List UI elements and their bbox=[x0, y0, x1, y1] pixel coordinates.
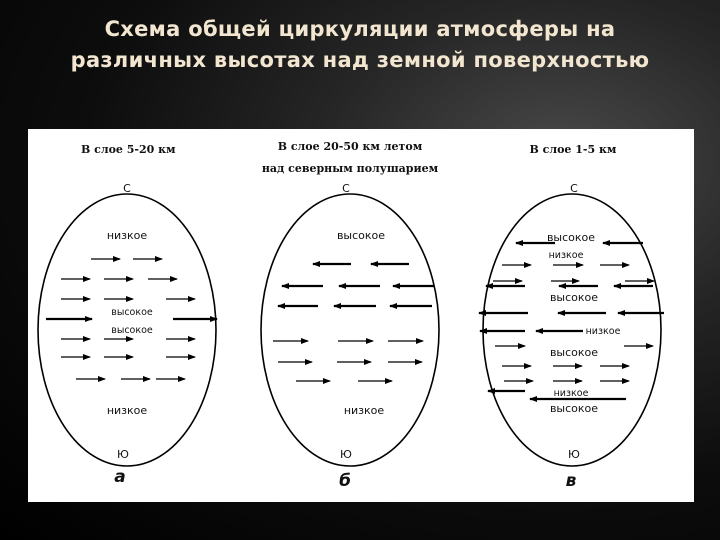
diagram-canvas bbox=[28, 129, 694, 502]
pressure-label-high: высокое bbox=[549, 402, 599, 415]
panel-c-header: В слое 1-5 км bbox=[529, 143, 617, 156]
pressure-label-high: высокое bbox=[111, 307, 153, 318]
north-label: С bbox=[342, 182, 350, 195]
wind-arrows bbox=[278, 264, 434, 306]
pressure-label-low: низкое bbox=[553, 388, 589, 399]
wind-arrows bbox=[273, 341, 423, 381]
north-label: С bbox=[570, 182, 578, 195]
slide-title bbox=[0, 14, 720, 76]
wind-arrows bbox=[479, 243, 664, 399]
circulation-diagram bbox=[28, 129, 694, 502]
panel-a bbox=[38, 143, 217, 487]
panel-c-letter: в bbox=[565, 471, 577, 491]
pressure-label-low: низкое bbox=[585, 326, 621, 337]
panel-a-letter: а bbox=[114, 467, 126, 487]
pressure-label-low: низкое bbox=[548, 250, 584, 261]
pressure-label-high: высокое bbox=[111, 325, 153, 336]
pressure-label-high: высокое bbox=[549, 291, 599, 304]
north-label: С bbox=[123, 182, 131, 195]
south-label: Ю bbox=[340, 448, 352, 461]
pressure-label-high: высокое bbox=[549, 346, 599, 359]
wind-arrows bbox=[46, 259, 217, 379]
pressure-label-low: низкое bbox=[343, 404, 385, 417]
panel-b-header-line-1: В слое 20-50 км летом bbox=[277, 140, 423, 153]
panel-b bbox=[261, 140, 439, 491]
south-label: Ю bbox=[568, 448, 580, 461]
panel-b-letter: б bbox=[339, 471, 351, 491]
panel-c bbox=[479, 143, 664, 491]
panel-a-header: В слое 5-20 км bbox=[81, 143, 176, 156]
wind-arrows bbox=[493, 265, 654, 381]
pressure-label-low: низкое bbox=[106, 229, 148, 242]
south-label: Ю bbox=[117, 448, 129, 461]
slide-title-line-1: Схема общей циркуляции атмосферы на bbox=[104, 17, 616, 41]
slide-title-line-2: различных высотах над земной поверхностью bbox=[70, 48, 650, 72]
panel-b-header-line-2: над северным полушарием bbox=[261, 162, 439, 175]
pressure-label-high: высокое bbox=[336, 229, 386, 242]
pressure-label-high: высокое bbox=[546, 231, 596, 244]
pressure-label-low: низкое bbox=[106, 404, 148, 417]
